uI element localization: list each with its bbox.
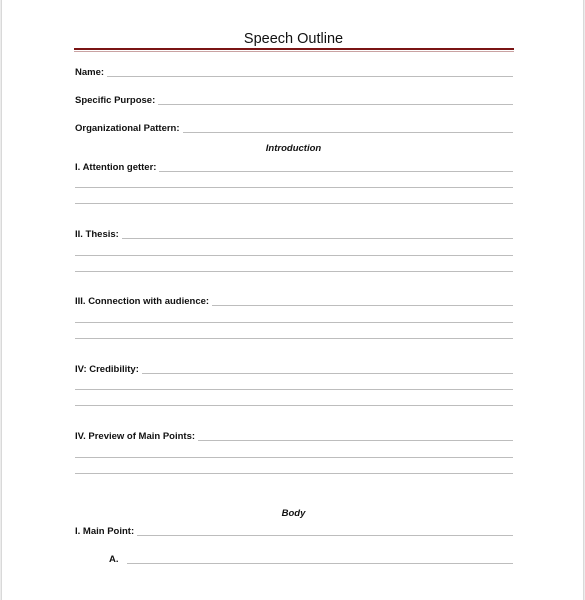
thesis-line-2[interactable]	[75, 255, 513, 256]
name-blank[interactable]	[107, 76, 513, 77]
preview-line-2[interactable]	[75, 457, 513, 458]
specific-purpose-blank[interactable]	[158, 104, 513, 105]
specific-purpose-label: Specific Purpose:	[75, 95, 156, 106]
organizational-pattern-label: Organizational Pattern:	[75, 123, 180, 134]
credibility-label: IV: Credibility:	[75, 364, 139, 375]
preview-label: IV. Preview of Main Points:	[75, 431, 196, 442]
introduction-heading: Introduction	[265, 143, 322, 154]
connection-line-2[interactable]	[75, 322, 513, 323]
credibility-line-2[interactable]	[75, 389, 513, 390]
connection-field[interactable]	[75, 294, 513, 308]
preview-field[interactable]	[75, 429, 513, 443]
body-heading: Body	[281, 508, 306, 519]
attention-getter-line-2[interactable]	[75, 187, 513, 188]
main-point-field[interactable]	[75, 524, 513, 538]
thesis-field[interactable]	[75, 227, 513, 241]
attention-getter-blank[interactable]	[159, 171, 513, 172]
credibility-blank[interactable]	[142, 373, 513, 374]
sub-point-a-field[interactable]	[109, 552, 513, 566]
sub-point-a-label: A.	[109, 554, 119, 565]
title-rule-shadow	[74, 51, 514, 52]
thesis-line-3[interactable]	[75, 271, 513, 272]
credibility-field[interactable]	[75, 362, 513, 376]
attention-getter-line-3[interactable]	[75, 203, 513, 204]
preview-blank[interactable]	[198, 440, 513, 441]
outline-page	[1, 0, 584, 600]
attention-getter-label: I. Attention getter:	[75, 162, 157, 173]
specific-purpose-field[interactable]	[75, 93, 513, 107]
name-field[interactable]	[75, 65, 513, 79]
organizational-pattern-blank[interactable]	[183, 132, 513, 133]
connection-blank[interactable]	[212, 305, 513, 306]
name-label: Name:	[75, 67, 105, 78]
main-point-blank[interactable]	[137, 535, 513, 536]
organizational-pattern-field[interactable]	[75, 121, 513, 135]
attention-getter-field[interactable]	[75, 160, 513, 174]
preview-line-3[interactable]	[75, 473, 513, 474]
thesis-label: II. Thesis:	[75, 229, 119, 240]
thesis-blank[interactable]	[122, 238, 513, 239]
connection-label: III. Connection with audience:	[75, 296, 210, 307]
document-title: Speech Outline	[243, 31, 344, 47]
sub-point-a-blank[interactable]	[127, 563, 514, 564]
connection-line-3[interactable]	[75, 338, 513, 339]
main-point-label: I. Main Point:	[75, 526, 135, 537]
credibility-line-3[interactable]	[75, 405, 513, 406]
title-rule	[74, 48, 514, 50]
